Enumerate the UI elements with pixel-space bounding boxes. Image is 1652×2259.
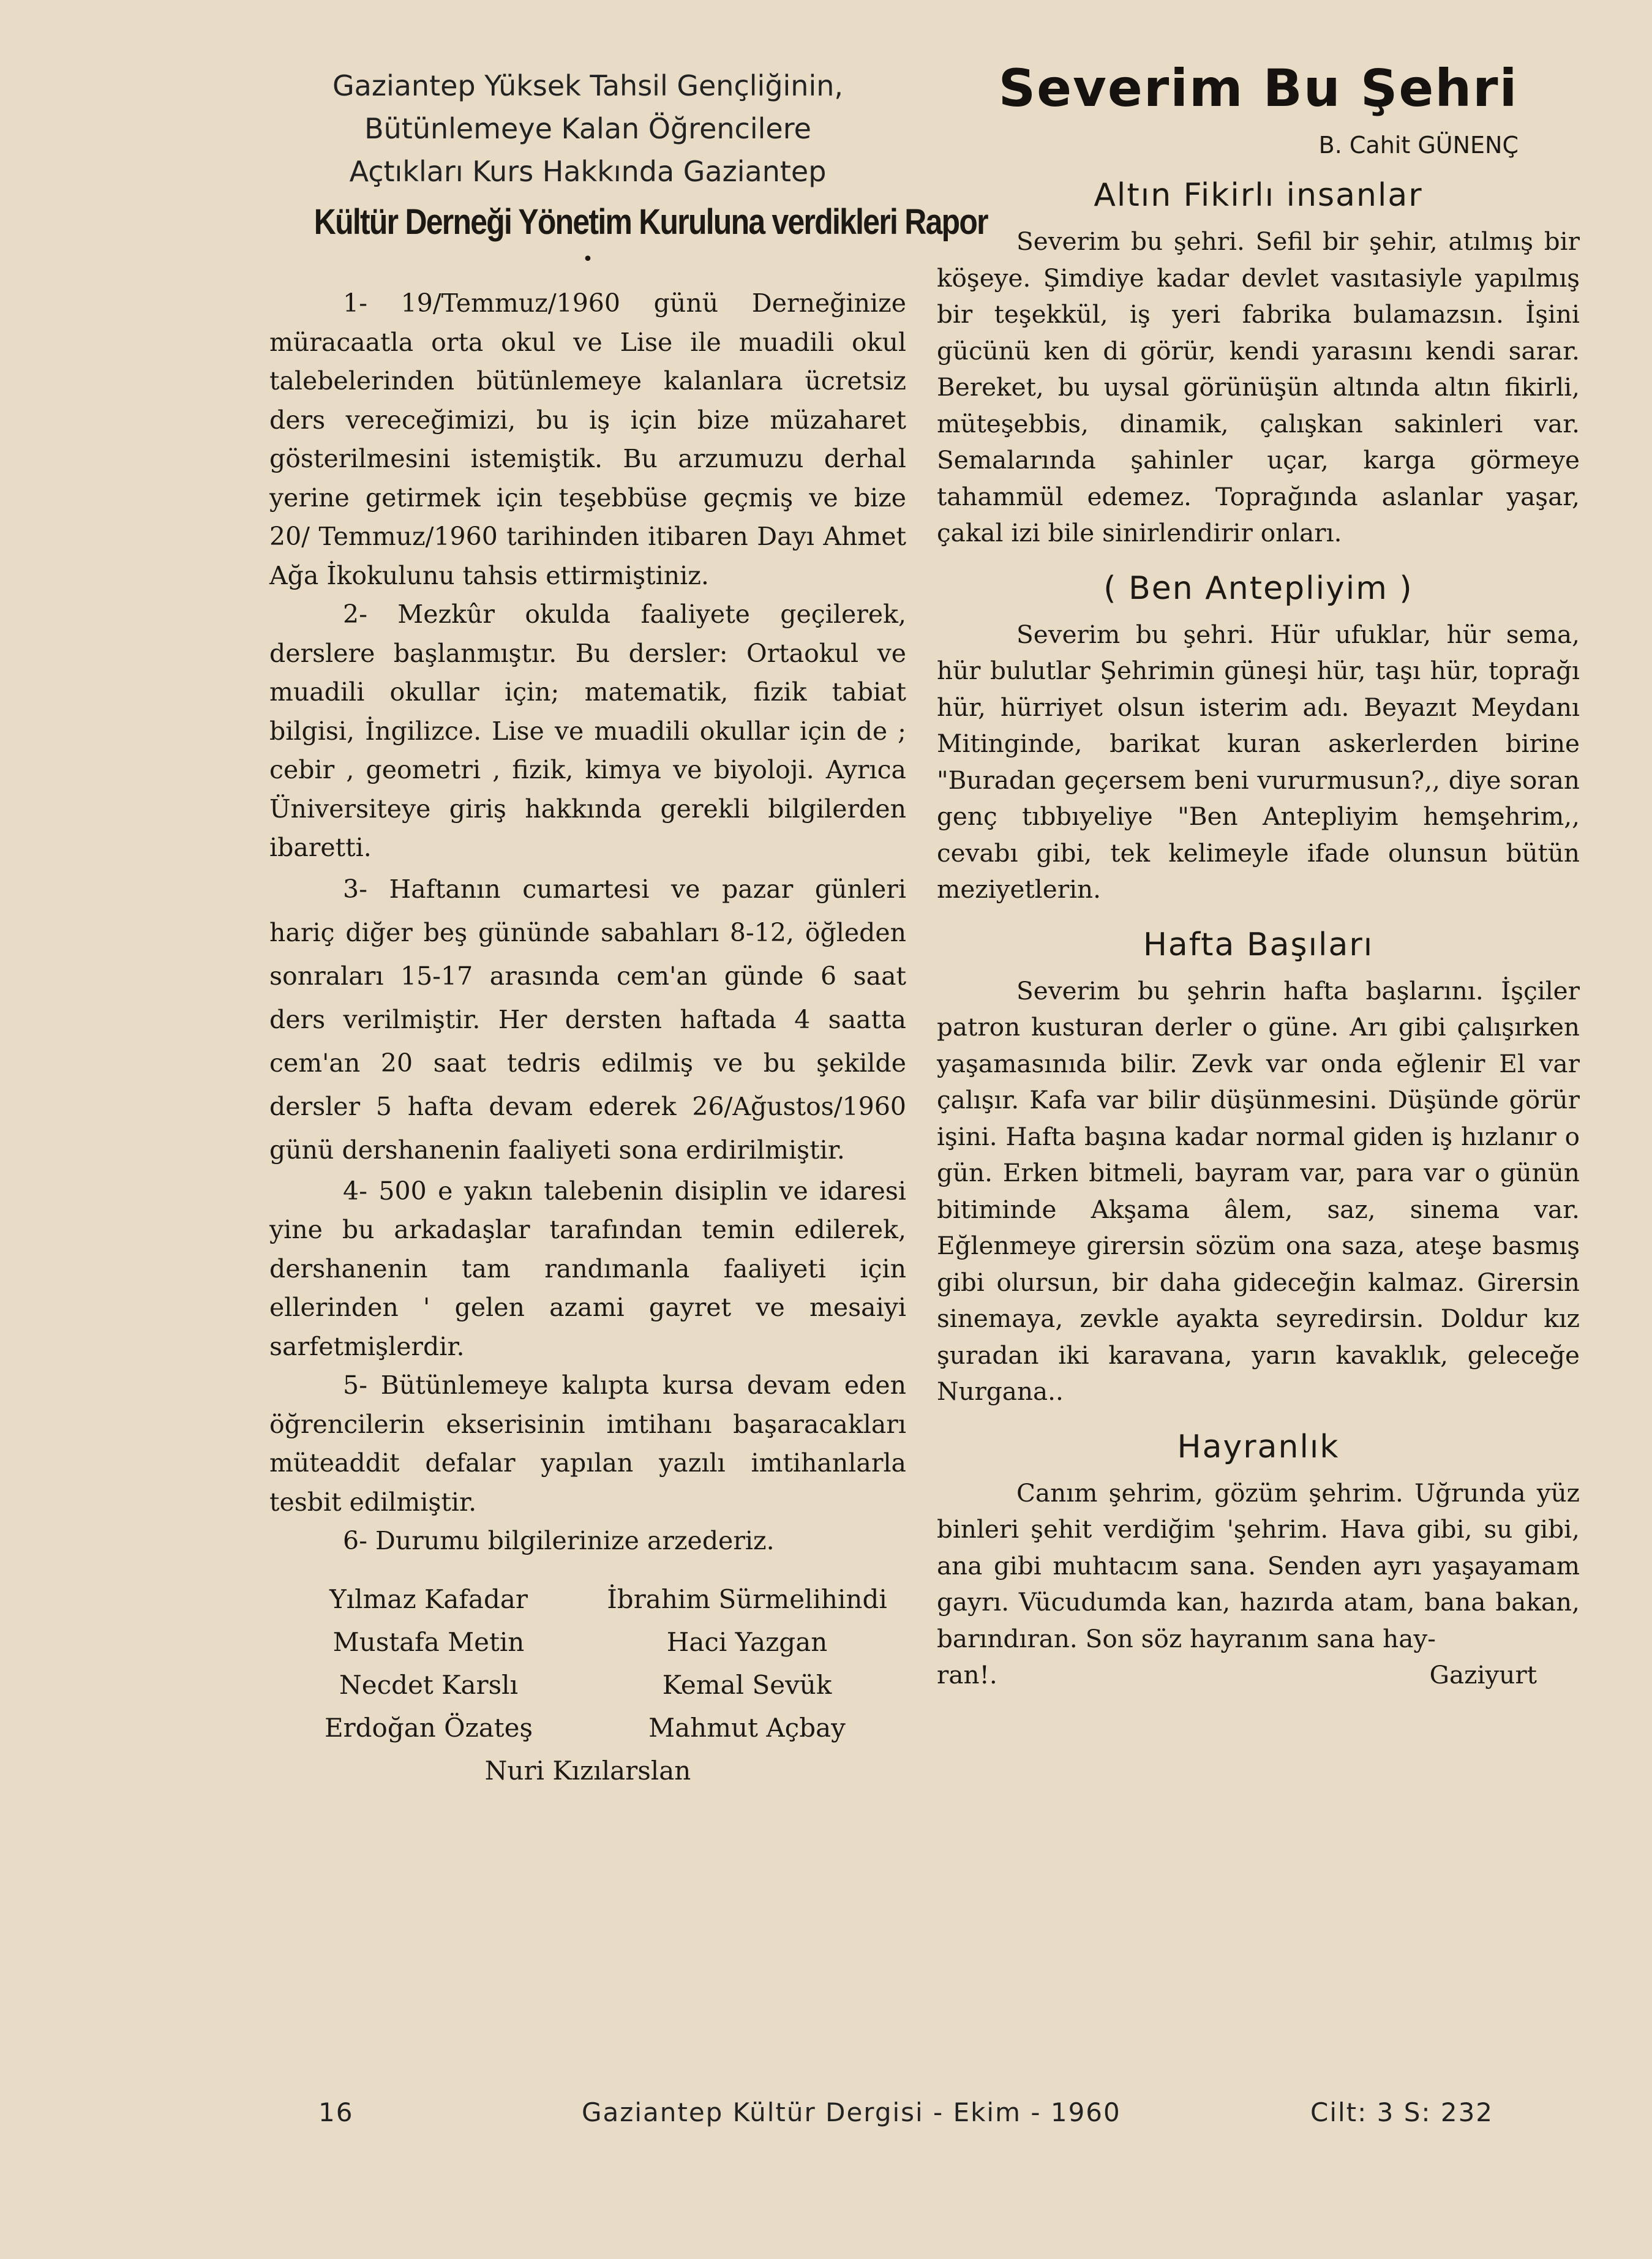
signature-name: Mahmut Açbay	[648, 1712, 846, 1743]
signature-name: Necdet Karslı	[339, 1669, 518, 1700]
section-heading-1: Altın Fikirlı insanlar	[1094, 177, 1423, 214]
signature-name: İbrahim Sürmelihindi	[607, 1584, 887, 1614]
signature-row	[269, 1578, 906, 1621]
signature-name: Erdoğan Özateş	[324, 1712, 533, 1743]
signature-row	[269, 1664, 906, 1707]
section-text-1: Severim bu şehri. Sefil bir şehir, atılmış bir köşeye. Şimdiye kadar devlet vasıtasiyle yapılmış bir teşekkül, iş yeri fabrika bulamazsın. İşini gücünü ken di görür, kendi yarasını kendi sarar. Bereket, bu uysal görünüşün altında altın fikirli, müteşebbis, dinamik, çalışkan sakinleri var. Semalarında şahinler uçar, karga görmeye tahammül edemez. Toprağında aslanlar yaşar, çakal izi bile sinirlendirir onları.	[937, 227, 1580, 547]
signature-name: Kemal Sevük	[662, 1669, 832, 1700]
report-item-4: 4- 500 e yakın talebenin disiplin ve idaresi yine bu arkadaşlar tarafından temin edilerek, dershanenin tam randımanla faaliyeti için ellerinden ' gelen azami gayret ve mesaiyi sarfetmişlerdir.	[269, 1176, 906, 1361]
report-header-line-1: Gaziantep Yüksek Tahsil Gençliğinin,	[332, 69, 844, 102]
closing-line	[937, 1657, 1580, 1694]
report-item-1: 1- 19/Temmuz/1960 günü Derneğinize müracaatla orta okul ve Lise ile muadili okul talebelerinden bütünlemeye kalanlara ücretsiz ders vereceğimizi, bu iş için bize müzaharet gösterilmesini istemiştik. Bu arzumuzu derhal yerine getirmek için teşebbüse geçmiş ve bize 20/ Temmuz/1960 tarihinden itibaren Dayı Ahmet Ağa İkokulunu tahsis ettirmiştiniz.	[269, 288, 906, 590]
separator-dot: •	[582, 249, 593, 270]
report-item-2: 2- Mezkûr okulda faaliyete geçilerek, derslere başlanmıştır. Bu dersler: Ortaokul ve muadili okullar için; matematik, fizik tabiat bilgisi, İngilizce. Lise ve muadili okullar için de ; cebir , geometri , fizik, kimya ve biyoloji. Ayrıca Üniversiteye giriş hakkında gerekli bilgilerden ibaretti.	[269, 600, 906, 862]
article-author: B. Cahit GÜNENÇ	[1318, 132, 1519, 159]
report-header-line-2: Bütünlemeye Kalan Öğrencilere	[364, 112, 811, 145]
section-heading-3: Hafta Başıları	[1143, 926, 1374, 963]
section-text-2: Severim bu şehri. Hür ufuklar, hür sema, hür bulutlar Şehrimin güneşi hür, taşı hür, toprağı hür, hürriyet olsun isterim adı. Beyazıt Meydanı Mitinginde, barikat kuran askerlerden birine "Buradan geçersem beni vururmusun?,, diye soran genç tıbbıyeliye "Ben Antepliyim hemşehrim,, cevabı gibi, tek kelimeyle ifade olunsun bütün meziyetlerin.	[937, 619, 1580, 904]
section-heading-2: ( Ben Antepliyim )	[1103, 569, 1413, 607]
signature-block	[269, 1578, 906, 1792]
signature-name: Haci Yazgan	[666, 1626, 828, 1657]
signature-row	[269, 1621, 906, 1664]
volume-issue: Cilt: 3 S: 232	[1310, 2097, 1494, 2127]
report-item-3: 3- Haftanın cumartesi ve pazar günleri hariç diğer beş gününde sabahları 8-12, öğleden sonraları 15-17 arasında cem'an günde 6 saat ders verilmiştir. Her dersten haftada 4 saatta cem'an 20 saat tedris edilmiş ve bu şekilde dersler 5 hafta devam ederek 26/Ağustos/1960 günü dershanenin faaliyeti sona erdirilmiştir.	[269, 874, 906, 1165]
magazine-name: Gaziantep Kültür Dergisi - Ekim - 1960	[582, 2097, 1121, 2127]
signature-name-last: Nuri Kızılarslan	[484, 1755, 691, 1786]
signature-name: Yılmaz Kafadar	[329, 1584, 528, 1614]
section-heading-4: Hayranlık	[1177, 1428, 1340, 1465]
right-column	[937, 58, 1580, 1694]
left-column	[269, 64, 988, 1792]
section-text-4: Canım şehrim, gözüm şehrim. Uğrunda yüz binleri şehit verdiğim 'şehrim. Hava gibi, su gibi, ana gibi muhtacım sana. Senden ayrı yaşayamam gayrı. Vücudumda kan, hazırda atam, bana bakan, barındıran. Son söz hayranım sana hay-	[937, 1478, 1580, 1653]
report-item-6: 6- Durumu bilgilerinize arzederiz.	[343, 1526, 775, 1555]
report-title: Kültür Derneği Yönetim Kuruluna verdikleri Rapor	[314, 202, 988, 242]
final-word: ran!.	[937, 1660, 997, 1690]
report-item-5: 5- Bütünlemeye kalıpta kursa devam eden öğrencilerin ekserisinin imtihanı başaracakları müteaddit defalar yapılan yazılı imtihanlarla tesbit edilmiştir.	[269, 1370, 906, 1517]
page-number: 16	[318, 2097, 354, 2127]
closing-signature: Gaziyurt	[1429, 1660, 1537, 1690]
report-header-line-3: Açtıkları Kurs Hakkında Gaziantep	[349, 155, 827, 188]
signature-name: Mustafa Metin	[332, 1626, 525, 1657]
article-title: Severim Bu Şehri	[998, 58, 1519, 118]
signature-row	[269, 1707, 906, 1750]
section-text-3: Severim bu şehrin hafta başlarını. İşçiler patron kusturan derler o güne. Arı gibi çalışırken yaşamasınıda bilir. Zevk var onda eğlenir El var çalışır. Kafa var bilir düşünmesini. Düşünde görür işini. Hafta başına kadar normal giden iş hızlanır o gün. Erken bitmeli, bayram var, para var o günün bitiminde Akşama âlem, saz, sinema var. Eğlenmeye girersin sözüm ona saza, ateşe basmış gibi olursun, bir daha gideceğin kalmaz. Girersin sinemaya, zevkle ayakta seyredirsin. Doldur kız şuradan iki karavana, yarın kavaklık, geleceğe Nurgana..	[937, 975, 1580, 1406]
